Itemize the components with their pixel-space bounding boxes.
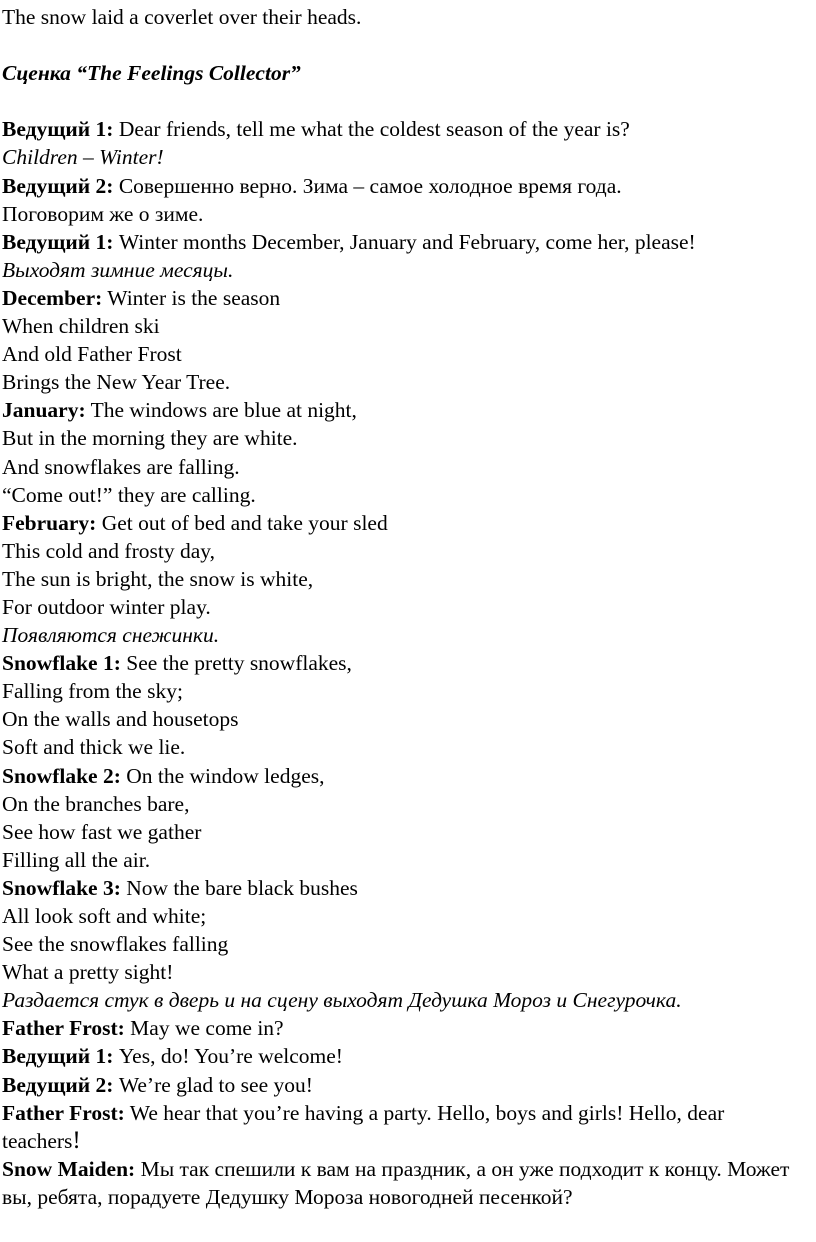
- script-line: [2, 1071, 808, 1099]
- script-line: [2, 902, 808, 930]
- script-line: [2, 537, 808, 565]
- line-text: When children ski: [2, 314, 160, 339]
- speaker-name: Ведущий 2:: [2, 1072, 114, 1097]
- script-line-father-frost-party: [2, 1099, 808, 1155]
- script-line: [2, 1014, 808, 1042]
- line-text: Filling all the air.: [2, 847, 151, 872]
- script-line: [2, 790, 808, 818]
- line-text: Dear friends, tell me what the coldest season of the year is?: [113, 117, 630, 142]
- line-text: See the pretty snowflakes,: [120, 651, 352, 676]
- script-line: [2, 368, 808, 396]
- script-line: [2, 424, 808, 452]
- script-line: [2, 677, 808, 705]
- script-line: [2, 846, 808, 874]
- speaker-name: January:: [2, 398, 86, 423]
- line-text: Soft and thick we lie.: [2, 735, 186, 760]
- line-text: “Come out!” they are calling.: [2, 482, 256, 507]
- speaker-name: Ведущий 1:: [2, 117, 114, 142]
- line-text: Совершенно верно. Зима – самое холодное время года.: [113, 173, 622, 198]
- line-text: May we come in?: [124, 1016, 284, 1041]
- speaker-name: Snowflake 1:: [2, 651, 121, 676]
- script-lines: [2, 115, 808, 1098]
- line-text: For outdoor winter play.: [2, 594, 211, 619]
- line-text: Now the bare black bushes: [120, 875, 358, 900]
- stage-direction: [2, 256, 808, 284]
- stage-direction: [2, 986, 808, 1014]
- script-line: [2, 453, 808, 481]
- line-text: And old Father Frost: [2, 342, 182, 367]
- script-line: [2, 172, 808, 200]
- line-exclamation: !: [72, 1126, 81, 1154]
- line-text: Brings the New Year Tree.: [2, 370, 231, 395]
- script-line: [2, 481, 808, 509]
- line-text: Winter is the season: [102, 285, 281, 310]
- line-text: On the window ledges,: [120, 763, 325, 788]
- script-line: [2, 733, 808, 761]
- line-text: And snowflakes are falling.: [2, 454, 240, 479]
- script-line: [2, 565, 808, 593]
- script-line: [2, 228, 808, 256]
- script-line: [2, 874, 808, 902]
- speaker-name: December:: [2, 285, 103, 310]
- speaker-name: February:: [2, 510, 97, 535]
- speaker-name: Father Frost:: [2, 1100, 125, 1125]
- line-text: On the branches bare,: [2, 791, 190, 816]
- script-line: [2, 762, 808, 790]
- line-text: The windows are blue at night,: [85, 398, 357, 423]
- line-text: Раздается стук в дверь и на сцену выходят Дедушка Мороз и Снегурочка.: [2, 988, 682, 1013]
- blank-line: [2, 31, 808, 59]
- line-text: Get out of bed and take your sled: [96, 510, 388, 535]
- speaker-name: Ведущий 1:: [2, 229, 114, 254]
- line-text: Yes, do! You’re welcome!: [113, 1044, 343, 1069]
- script-line: [2, 284, 808, 312]
- script-line: [2, 115, 808, 143]
- line-text: The sun is bright, the snow is white,: [2, 566, 314, 591]
- scene-title: Сценка “The Feelings Collector”: [2, 61, 301, 86]
- script-line: [2, 1042, 808, 1070]
- line-text: We hear that you’re having a party. Hello, boys and girls! Hello, dear teachers: [2, 1100, 725, 1153]
- script-line: [2, 340, 808, 368]
- speaker-name: Ведущий 2:: [2, 173, 114, 198]
- line-text: We’re glad to see you!: [113, 1072, 313, 1097]
- line-text: Мы так спешили к вам на праздник, а он уже подходит к концу. Может вы, ребята, порадуете Дедушку Мороза новогодней песенкой?: [2, 1156, 790, 1209]
- script-line: [2, 312, 808, 340]
- line-text: Children – Winter!: [2, 145, 164, 170]
- script-line: [2, 593, 808, 621]
- line-text: What a pretty sight!: [2, 960, 174, 985]
- script-line: [2, 200, 808, 228]
- script-line: [2, 818, 808, 846]
- line-text: Выходят зимние месяцы.: [2, 257, 234, 282]
- script-line-snow-maiden: [2, 1155, 808, 1211]
- line-text: Falling from the sky;: [2, 679, 183, 704]
- line-text: Winter months December, January and February, come her, please!: [113, 229, 696, 254]
- speaker-name: Snow Maiden:: [2, 1156, 136, 1181]
- line-text: All look soft and white;: [2, 904, 207, 928]
- line-text: See the snowflakes falling: [2, 932, 229, 957]
- stage-direction: [2, 621, 808, 649]
- script-line: [2, 509, 808, 537]
- speaker-name: Snowflake 3:: [2, 875, 121, 900]
- speaker-name: Father Frost:: [2, 1016, 125, 1041]
- blank-line: [2, 87, 808, 115]
- script-line: [2, 396, 808, 424]
- line-text: Появляются снежинки.: [2, 623, 220, 648]
- line-text: On the walls and housetops: [2, 707, 239, 732]
- stage-direction: [2, 143, 808, 171]
- line-text: This cold and frosty day,: [2, 538, 215, 563]
- line-text: But in the morning they are white.: [2, 426, 298, 451]
- script-line: [2, 705, 808, 733]
- speaker-name: Ведущий 1:: [2, 1044, 114, 1069]
- line-text: Поговорим же о зиме.: [2, 201, 204, 226]
- script-line: [2, 649, 808, 677]
- script-line: [2, 930, 808, 958]
- intro-line: The snow laid a coverlet over their heads.: [2, 5, 362, 29]
- script-line: [2, 958, 808, 986]
- line-text: See how fast we gather: [2, 819, 202, 844]
- speaker-name: Snowflake 2:: [2, 763, 121, 788]
